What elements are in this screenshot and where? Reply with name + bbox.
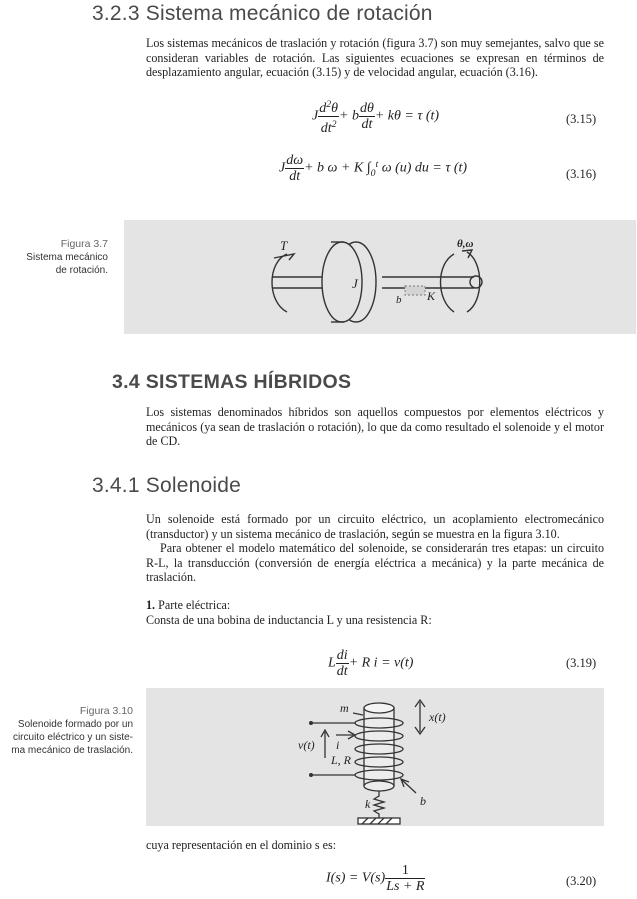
figure-3-7-caption-line: Sistema mecánico — [26, 252, 108, 263]
spring-label: k — [365, 797, 371, 811]
voltage-label: v(t) — [298, 738, 315, 752]
paragraph-text: cuya representación en el dominio s es: — [146, 838, 337, 852]
paragraph-text: Consta de una bobina de inductancia L y una resistencia R: — [146, 612, 432, 627]
section-heading-3-4: 3.4 SISTEMAS HÍBRIDOS — [112, 371, 352, 393]
displacement-label: x(t) — [429, 710, 446, 724]
list-item-title: Parte eléctrica: — [158, 597, 231, 612]
mass-label: m — [340, 701, 349, 715]
section-heading-3-2-3: 3.2.3 Sistema mecánico de rotación — [92, 2, 433, 25]
damper-label: b — [420, 794, 426, 808]
equation-3-15: J $\frac{d^2\theta}{dt^2}$ + b $\frac{d\theta}{dt}$ + kθ = τ (t) — [312, 99, 440, 136]
friction-label: b — [396, 294, 402, 306]
figure-3-7-title: Figura 3.7 — [60, 238, 108, 250]
figure-3-10-caption — [0, 705, 133, 757]
section-heading-3-4-1: 3.4.1 Solenoide — [92, 474, 241, 497]
paragraph-text: Un solenoide está formado por un circuito eléctrico, un acoplamiento electromecánico (transductor) y un sistema mecánico de traslación, según se muestra en la figura 3.10. — [146, 512, 604, 541]
inertia-label: J — [352, 276, 358, 291]
list-item-number: 1. — [146, 597, 156, 612]
figure-3-10-caption-line: Solenoide formado por un — [17, 719, 133, 730]
paragraph-text: Los sistemas denominados híbridos son aquellos compuestos por elementos eléctricos y mecánicos (ya sean de traslación o rotación), lo que da como resultado el solenoide y el motor de CD. — [146, 405, 604, 449]
rotational-system-diagram — [124, 220, 636, 334]
after-figure-text — [146, 838, 604, 853]
figure-3-7-caption — [0, 238, 108, 277]
solenoid-diagram — [146, 688, 604, 826]
equation-number-3-20: (3.20) — [566, 874, 597, 888]
equation-number-3-15: (3.15) — [566, 112, 597, 126]
section-3-2-3-paragraph — [146, 36, 604, 80]
spring-label: K — [427, 289, 436, 303]
paragraph-text: Para obtener el modelo matemático del solenoide, se considerarán tres etapas: un circuito R-L, la transducción (conversión de energía eléctrica a mecánica) y la parte mecánica de traslación. — [146, 541, 604, 585]
figure-3-10 — [146, 688, 604, 826]
list-item-electric — [146, 598, 604, 613]
output-label: θ,ω — [457, 238, 474, 250]
figure-3-10-title: Figura 3.10 — [79, 705, 133, 717]
equation-3-19: L $\frac{di}{dt}$ + R i = v(t) — [328, 648, 414, 679]
equation-3-16: J $\frac{d\omega}{dt}$ + b ω + K $\int_0^t$ ω (u) du = τ (t) — [279, 153, 468, 184]
figure-3-10-caption-line: circuito eléctrico y un siste- — [12, 732, 133, 743]
figure-3-7 — [124, 220, 636, 334]
figure-3-7-caption-line: de rotación. — [55, 265, 108, 276]
equation-number-3-19: (3.19) — [566, 656, 597, 670]
section-3-4-paragraph — [146, 405, 604, 449]
section-3-4-1-paragraphs — [146, 512, 604, 627]
coil-label: L, R — [331, 753, 352, 767]
figure-3-10-caption-line: ma mecánico de traslación. — [11, 745, 133, 756]
paragraph-text: Los sistemas mecánicos de traslación y rotación (figura 3.7) son muy semejantes, salvo que se consideran variables de rotación. Las siguientes ecuaciones se expresan en términos de desplazamiento angular, ecuación (3.15) y de velocidad angular, ecuación (3.16). — [146, 36, 604, 80]
equation-number-3-16: (3.16) — [566, 167, 597, 181]
torque-label: T — [280, 238, 288, 253]
current-label: i — [336, 738, 340, 752]
equation-3-20: I(s) = V(s) $\frac{1}{Ls + R}$ — [326, 863, 425, 894]
